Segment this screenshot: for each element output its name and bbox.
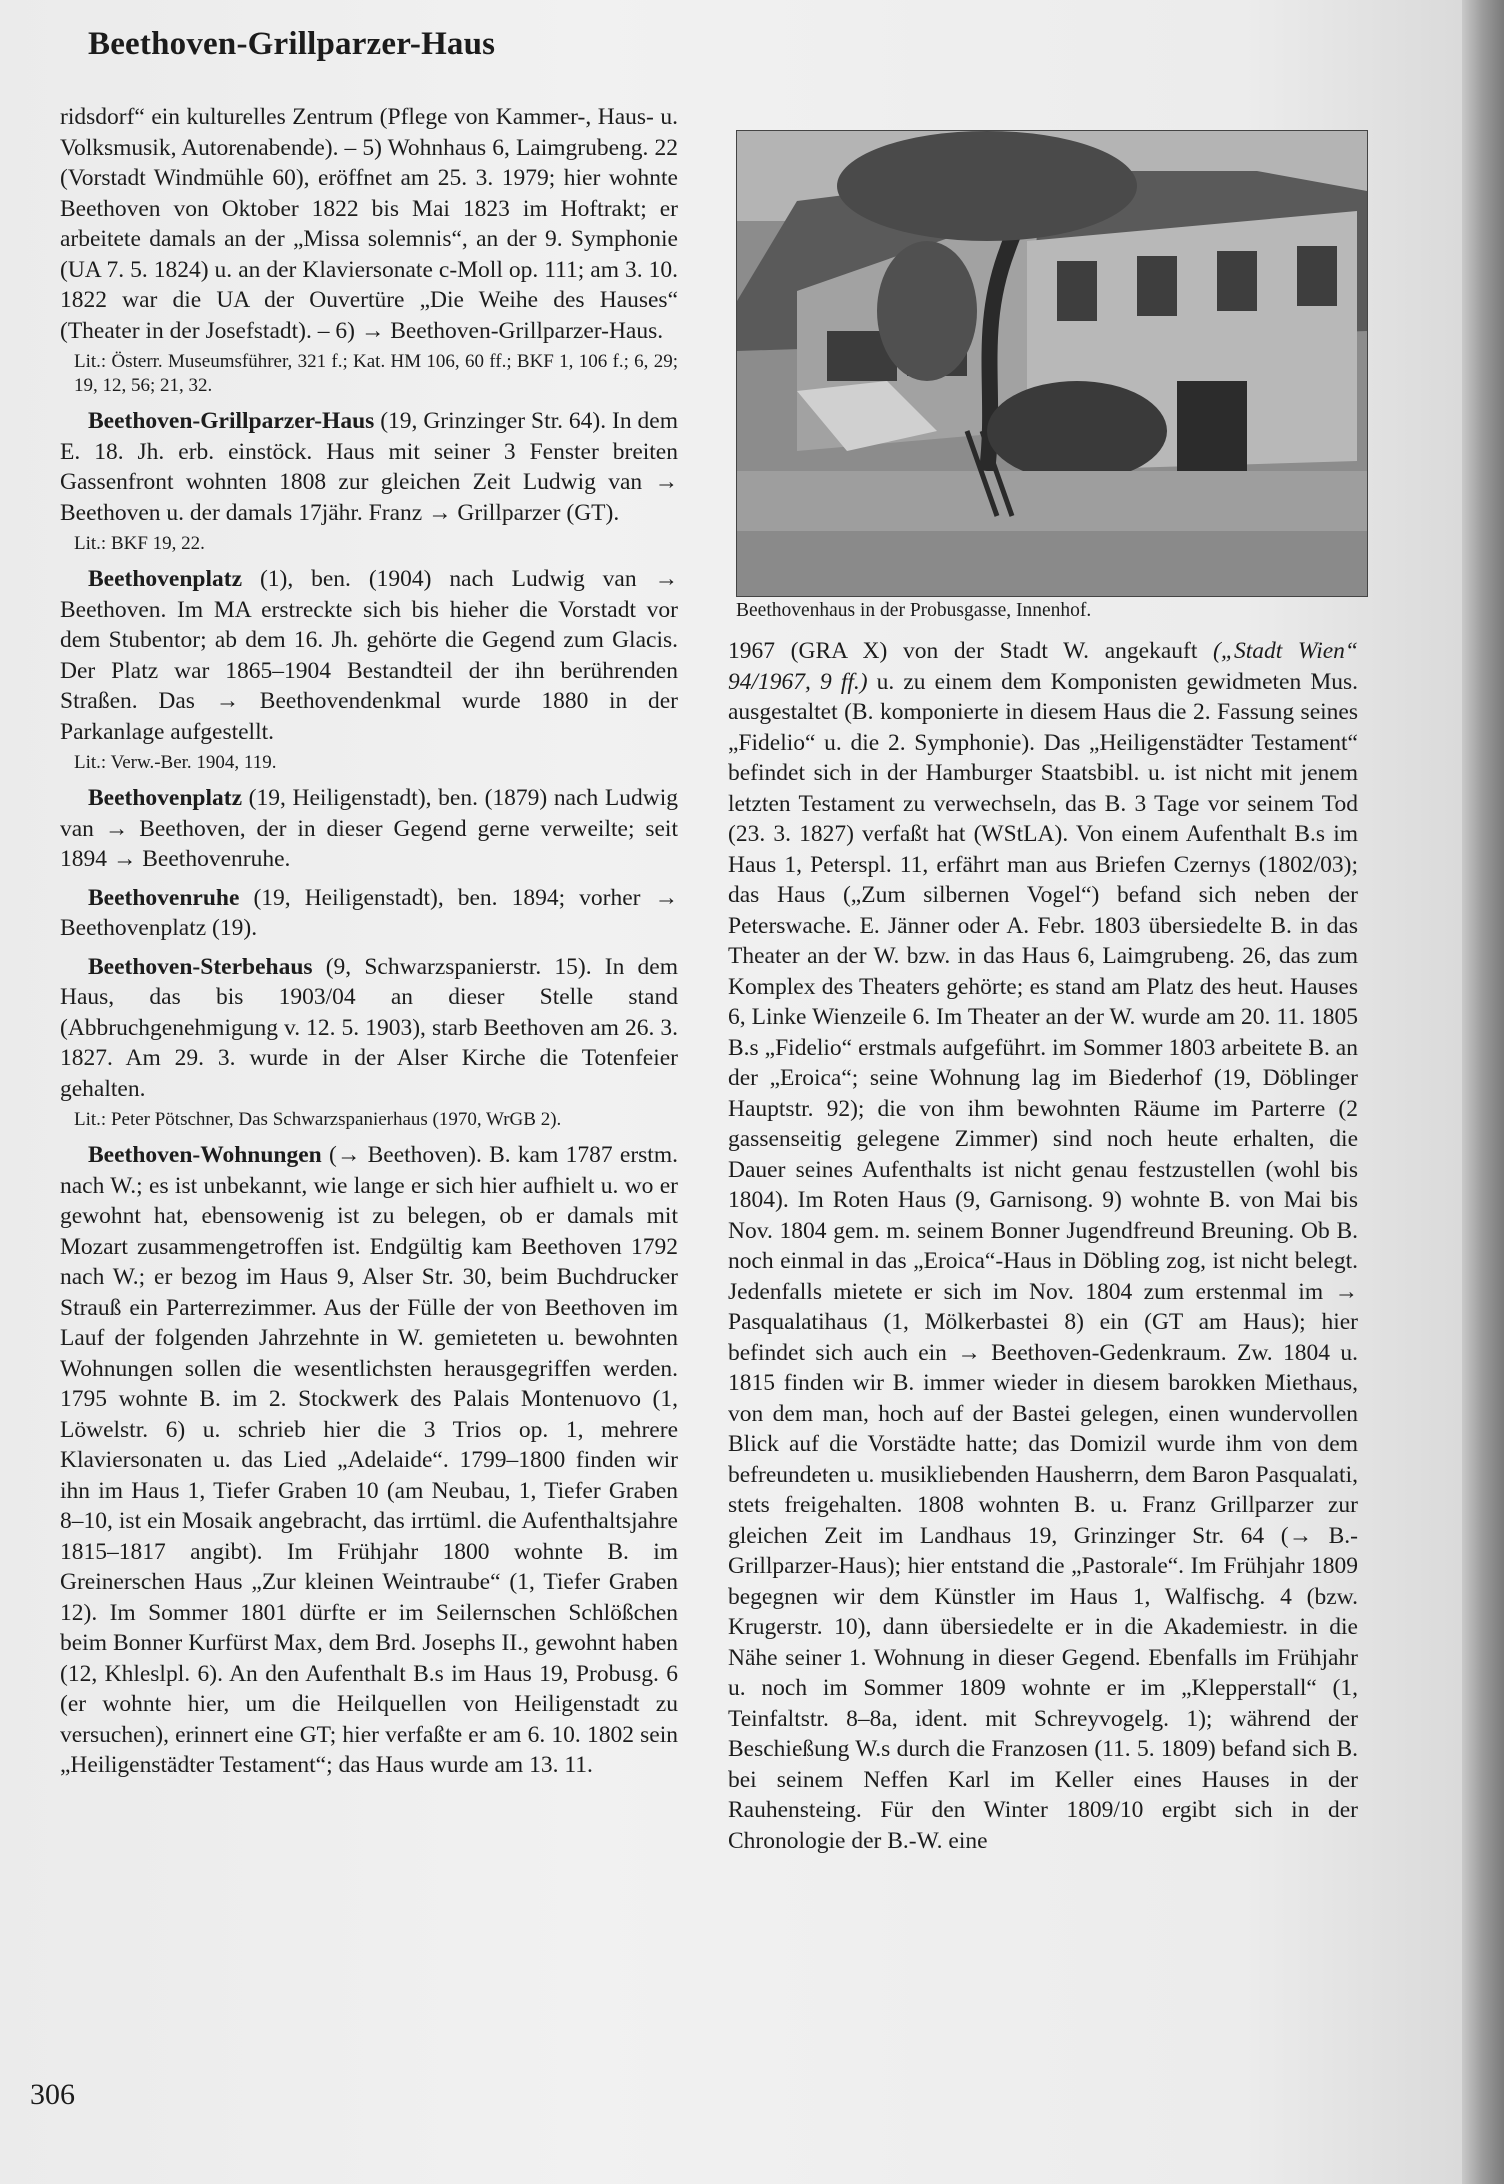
running-head: Beethoven-Grillparzer-Haus bbox=[88, 26, 496, 62]
left-column bbox=[60, 102, 678, 1781]
entry-headword: Beethovenruhe bbox=[88, 884, 240, 911]
entry-headword: Beethoven-Sterbehaus bbox=[88, 953, 313, 980]
entry-headword: Beethovenplatz bbox=[88, 785, 243, 811]
text-run: u. zu einem dem Komponisten gewidmeten Mus. ausgestaltet (B. komponierte in diesem Haus die 2. Fassung seines „Fidelio“ u. die 2. Symphonie). Das „Heiligenstädter Testament“ befindet sich in der Hamburger Staatsbibl. u. ist nicht mit jenem letzten Testament zu verwechseln, das B. 3 Tage vor seinem Tod (23. 3. 1827) verfaßt hat (WStLA). Von einem Aufenthalt B.s im Haus 1, Peterspl. 11, erfährt man aus Briefen Czernys (1802/03); das Haus („Zum silbernen Vogel“) befand sich neben der Peterswache. E. Jänner oder A. Febr. 1803 übersiedelte B. in das Theater an der W. bzw. in das Haus 6, Laimgrubeng. 26, das zum Komplex des Theaters gehörte; es stand am Platz des heut. Hauses 6, Linke Wienzeile 6. Im Theater an der W. wurde am 20. 11. 1805 B.s „Fidelio“ erstmals aufgeführt. im Sommer 1803 arbeitete B. an der „Eroica“; seine Wohnung lag im Biederhof (19, Döblinger Hauptstr. 92); die von ihm bewohnten Räume im Parterre (2 gassenseitig gelegene Zimmer) sind noch heute erhalten, die Dauer seines Aufenthalts ist nicht genau festzustellen (wohl bis 1804). Im Roten Haus (9, Garnisong. 9) wohnte B. von Mai bis Nov. 1804 gem. m. seinem Bonner Jugendfreund Breuning. Ob B. noch einmal in das „Eroica“-Haus in Döbling zog, ist nicht belegt. Jedenfalls mietete er sich im Nov. 1804 zum erstenmal im → Pasqualatihaus (1, Mölkerbastei 8) ein (GT am Haus); hier befindet sich auch ein → Beethoven-Gedenkraum. Zw. 1804 u. 1815 finden wir B. immer wieder in diesem barokken Miethaus, von dem man, hoch auf der Bastei gelegen, einen wundervollen Blick auf die Vorstädte hatte; das Domizil wurde ihm von dem befreundeten u. musikliebenden Hausherrn, dem Baron Pasqualati, stets freigehalten. 1808 wohnten B. u. Franz Grillparzer zur gleichen Zeit im Landhaus 19, Grinzinger Str. 64 (→ B.-Grillparzer-Haus); hier entstand die „Pastorale“. Im Frühjahr 1809 begegnen wir dem Künstler im Haus 1, Walfischg. 4 (bzw. Krugerstr. 10), dann übersiedelte er in die Akademiestr. in die Nähe seiner 1. Wohnung in dieser Gegend. Ebenfalls im Frühjahr u. noch im Sommer 1809 wohnte er im „Klepperstall“ (1, Teinfaltstr. 8–8a, ident. mit Schreyvogelg. 1); während der Beschießung W.s durch die Franzosen (11. 5. 1809) befand sich B. bei seinem Neffen Karl im Keller eines Hauses in der Rauhensteing. Für den Winter 1809/10 ergibt sich in der Chronologie der B.-W. eine bbox=[728, 668, 1358, 1854]
entry-body: (→ Beethoven). B. kam 1787 erstm. nach W.; es ist unbekannt, wie lange er sich hier aufhielt u. wo er gewohnt hat, ebensowenig ist zu belegen, ob er damals mit Mozart zusammengetroffen ist. Endgültig kam Beethoven 1792 nach W.; er bezog im Haus 9, Alser Str. 30, beim Buchdrucker Strauß ein Parterrezimmer. Aus der Fülle der von Beethoven im Lauf der folgenden Jahrzehnte in W. gemieteten u. bewohnten Wohnungen sollen die wesentlichsten herausgegriffen werden. 1795 wohnte B. im 2. Stockwerk des Palais Montenuovo (1, Löwelstr. 6) u. schrieb hier die 3 Trios op. 1, mehrere Klaviersonaten u. das Lied „Adelaide“. 1799–1800 finden wir ihn im Haus 1, Tiefer Graben 10 (am Neubau, 1, Tiefer Graben 8–10, ist ein Mosaik angebracht, das irrtüml. die Aufenthaltsjahre 1815–1817 angibt). Im Frühjahr 1800 wohnte B. im Greinerschen Haus „Zur kleinen Weintraube“ (1, Tiefer Graben 12). Im Sommer 1801 dürfte er im Seilernschen Schlößchen beim Bonner Kurfürst Max, dem Brd. Josephs II., gewohnt haben (12, Khleslpl. 6). An den Aufenthalt B.s im Haus 19, Probusg. 6 (er wohnte hier, um die Heilquellen von Heiligenstadt zu versuchen), erinnert eine GT; hier verfaßte er am 6. 10. 1802 sein „Heiligenstädter Testament“; das Haus wurde am 13. 11. bbox=[60, 1142, 678, 1778]
literature-note: Lit.: BKF 19, 22. bbox=[74, 533, 205, 554]
entry-headword: Beethovenplatz bbox=[88, 566, 243, 592]
entry-body: (19, Grinzinger Str. 64). In dem E. 18. Jh. erb. einstöck. Haus mit seiner 3 Fenster breiten Gassenfront wohnten 1808 zur gleichen Zeit Ludwig van → Beethoven u. der damals 17jähr. Franz → Grillparzer (GT). bbox=[60, 408, 678, 526]
page-edge bbox=[1462, 0, 1504, 2184]
entry-beethovenplatz-1 bbox=[60, 564, 678, 747]
photo-beethovenhaus-courtyard bbox=[736, 130, 1368, 597]
photo-caption: Beethovenhaus in der Probusgasse, Innenhof. bbox=[736, 600, 1092, 621]
entry-beethoven-wohnungen bbox=[60, 1140, 678, 1781]
entry-beethovenruhe bbox=[60, 883, 678, 944]
literature-note: Lit.: Peter Pötschner, Das Schwarzspanierhaus (1970, WrGB 2). bbox=[74, 1109, 562, 1130]
page-number: 306 bbox=[30, 2078, 75, 2111]
photo-illustration bbox=[737, 131, 1367, 596]
literature-note: Lit.: Verw.-Ber. 1904, 119. bbox=[74, 752, 277, 773]
paragraph-continued: ridsdorf“ ein kulturelles Zentrum (Pflege von Kammer-, Haus- u. Volksmusik, Autorenabende). – 5) Wohnhaus 6, Laimgrubeng. 22 (Vorstadt Windmühle 60), eröffnet am 25. 3. 1979; hier wohnte Beethoven von Oktober 1822 bis Mai 1823 im Hoftrakt; er arbeitete damals an der „Missa solemnis“, an der 9. Symphonie (UA 7. 5. 1824) u. an der Klaviersonate c-Moll op. 111; am 3. 10. 1822 war die UA der Ouvertüre „Die Weihe des Hauses“ (Theater in der Josefstadt). – 6) → Beethoven-Grillparzer-Haus. bbox=[60, 104, 678, 344]
entry-headword: Beethoven-Wohnungen bbox=[88, 1142, 322, 1168]
entry-beethoven-sterbehaus bbox=[60, 952, 678, 1105]
citation: („Stadt Wien“ 94/1967, 9 ff.) bbox=[728, 638, 1358, 695]
right-column bbox=[728, 636, 1358, 1856]
entry-body: (9, Schwarzspanierstr. 15). In dem Haus, das bis 1903/04 an dieser Stelle stand (Abbruchgenehmigung v. 12. 5. 1903), starb Beethoven am 26. 3. 1827. Am 29. 3. wurde in der Alser Kirche die Totenfeier gehalten. bbox=[60, 953, 678, 1102]
literature-note: Lit.: Österr. Museumsführer, 321 f.; Kat. HM 106, 60 ff.; BKF 1, 106 f.; 6, 29; 19, 12, 56; 21, 32. bbox=[74, 351, 678, 396]
entry-body: (19, Heiligenstadt), ben. 1894; vorher → Beethovenplatz (19). bbox=[60, 884, 678, 941]
entry-body: (1), ben. (1904) nach Ludwig van → Beethoven. Im MA erstreckte sich bis hieher die Vorstadt vor dem Stubentor; ab dem 16. Jh. gehörte die Gegend zum Glacis. Der Platz war 1865–1904 Bestandteil der ihn berührenden Straßen. Das → Beethovendenkmal wurde 1880 in der Parkanlage aufgestellt. bbox=[60, 566, 678, 745]
entry-body: (19, Heiligenstadt), ben. (1879) nach Ludwig van → Beethoven, der in dieser Gegend gerne verweilte; seit 1894 → Beethovenruhe. bbox=[60, 785, 678, 872]
entry-headword: Beethoven-Grillparzer-Haus bbox=[88, 408, 375, 434]
paragraph-continued bbox=[728, 636, 1358, 1856]
text-run: 1967 (GRA X) von der Stadt W. angekauft bbox=[728, 638, 1214, 664]
entry-beethoven-grillparzer-haus bbox=[60, 406, 678, 528]
entry-beethovenplatz-19 bbox=[60, 783, 678, 875]
